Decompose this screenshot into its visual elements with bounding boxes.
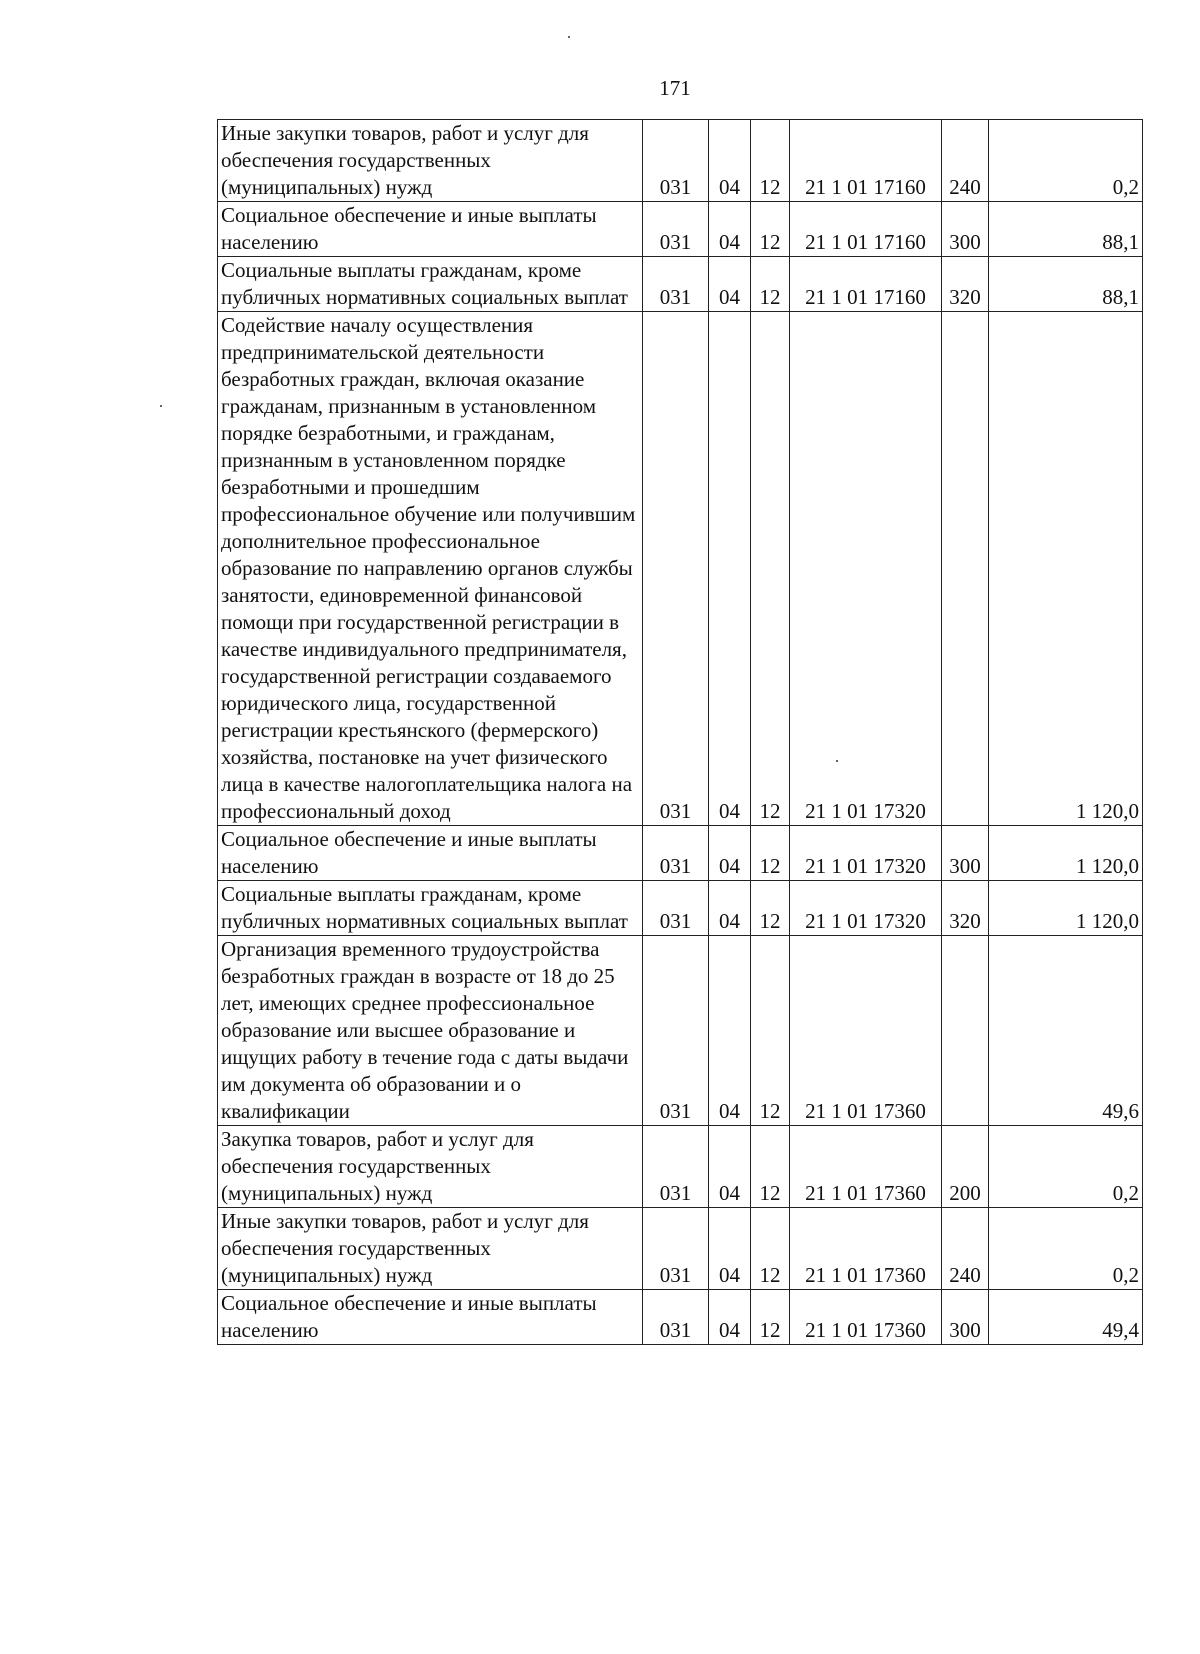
row-description: Закупка товаров, работ и услуг для обеспечения государственных (муниципальных) нужд — [218, 1126, 643, 1208]
cell-ved-code: 031 — [643, 1126, 709, 1208]
cell-amount: 49,4 — [989, 1290, 1143, 1345]
cell-target-article: 21 1 01 17360 — [790, 1126, 942, 1208]
cell-subsection: 12 — [751, 881, 790, 936]
table-row — [218, 257, 1143, 312]
table-row — [218, 120, 1143, 202]
cell-expense-type: 300 — [942, 1290, 989, 1345]
table-row — [218, 881, 1143, 936]
cell-subsection: 12 — [751, 1290, 790, 1345]
cell-amount: 1 120,0 — [989, 881, 1143, 936]
cell-amount: 0,2 — [989, 1208, 1143, 1290]
cell-amount: 1 120,0 — [989, 312, 1143, 826]
row-description: Социальные выплаты гражданам, кроме публичных нормативных социальных выплат — [218, 881, 643, 936]
cell-section: 04 — [709, 1208, 751, 1290]
row-description: Социальное обеспечение и иные выплаты населению — [218, 826, 643, 881]
cell-ved-code: 031 — [643, 312, 709, 826]
cell-expense-type: 240 — [942, 1208, 989, 1290]
cell-expense-type: 200 — [942, 1126, 989, 1208]
row-description: Социальное обеспечение и иные выплаты населению — [218, 202, 643, 257]
cell-expense-type: 300 — [942, 202, 989, 257]
page-number: 171 — [659, 76, 691, 100]
budget-table — [217, 119, 1143, 1345]
cell-target-article: 21 1 01 17360 — [790, 936, 942, 1126]
table-row — [218, 202, 1143, 257]
cell-section: 04 — [709, 202, 751, 257]
row-description: Иные закупки товаров, работ и услуг для обеспечения государственных (муниципальных) нужд — [218, 1208, 643, 1290]
cell-amount: 49,6 — [989, 936, 1143, 1126]
cell-subsection: 12 — [751, 120, 790, 202]
cell-ved-code: 031 — [643, 120, 709, 202]
cell-ved-code: 031 — [643, 936, 709, 1126]
table-row — [218, 1126, 1143, 1208]
cell-ved-code: 031 — [643, 826, 709, 881]
cell-section: 04 — [709, 120, 751, 202]
cell-section: 04 — [709, 312, 751, 826]
cell-subsection: 12 — [751, 826, 790, 881]
row-description: Организация временного трудоустройства безработных граждан в возрасте от 18 до 25 лет, имеющих среднее профессиональное образование или высшее образование и ищущих работу в течение года с даты выдачи им документа об образовании и о квалификации — [218, 936, 643, 1126]
cell-target-article: 21 1 01 17360 — [790, 1290, 942, 1345]
cell-target-article: 21 1 01 17320 — [790, 312, 942, 826]
cell-ved-code: 031 — [643, 202, 709, 257]
cell-ved-code: 031 — [643, 1208, 709, 1290]
row-description: Социальное обеспечение и иные выплаты населению — [218, 1290, 643, 1345]
row-description: Социальные выплаты гражданам, кроме публичных нормативных социальных выплат — [218, 257, 643, 312]
cell-subsection: 12 — [751, 312, 790, 826]
cell-amount: 0,2 — [989, 120, 1143, 202]
cell-ved-code: 031 — [643, 257, 709, 312]
cell-ved-code: 031 — [643, 881, 709, 936]
table-row — [218, 936, 1143, 1126]
scan-speck — [160, 405, 162, 407]
cell-target-article: 21 1 01 17320 — [790, 826, 942, 881]
cell-subsection: 12 — [751, 202, 790, 257]
cell-expense-type: 320 — [942, 257, 989, 312]
cell-target-article: 21 1 01 17320 — [790, 881, 942, 936]
table-row — [218, 312, 1143, 826]
table-row — [218, 1208, 1143, 1290]
cell-target-article: 21 1 01 17160 — [790, 120, 942, 202]
cell-subsection: 12 — [751, 1126, 790, 1208]
table-row — [218, 826, 1143, 881]
cell-amount: 1 120,0 — [989, 826, 1143, 881]
scan-speck — [568, 36, 570, 38]
cell-target-article: 21 1 01 17160 — [790, 257, 942, 312]
cell-expense-type — [942, 936, 989, 1126]
row-description: Содействие началу осуществления предпринимательской деятельности безработных граждан, включая оказание гражданам, признанным в установленном порядке безработными, и гражданам, признанным в установленном порядке безработными и прошедшим профессиональное обучение или получившим дополнительное профессиональное образование по направлению органов службы занятости, единовременной финансовой помощи при государственной регистрации в качестве индивидуального предпринимателя, государственной регистрации создаваемого юридического лица, государственной регистрации крестьянского (фермерского) хозяйства, постановке на учет физического лица в качестве налогоплательщика налога на профессиональный доход — [218, 312, 643, 826]
cell-section: 04 — [709, 257, 751, 312]
cell-expense-type: 240 — [942, 120, 989, 202]
table-row — [218, 1290, 1143, 1345]
cell-section: 04 — [709, 881, 751, 936]
cell-section: 04 — [709, 826, 751, 881]
cell-expense-type: 320 — [942, 881, 989, 936]
cell-subsection: 12 — [751, 936, 790, 1126]
cell-amount: 88,1 — [989, 202, 1143, 257]
cell-target-article: 21 1 01 17360 — [790, 1208, 942, 1290]
cell-section: 04 — [709, 1126, 751, 1208]
cell-expense-type — [942, 312, 989, 826]
cell-amount: 88,1 — [989, 257, 1143, 312]
cell-section: 04 — [709, 936, 751, 1126]
cell-section: 04 — [709, 1290, 751, 1345]
cell-subsection: 12 — [751, 1208, 790, 1290]
cell-subsection: 12 — [751, 257, 790, 312]
cell-ved-code: 031 — [643, 1290, 709, 1345]
cell-amount: 0,2 — [989, 1126, 1143, 1208]
row-description: Иные закупки товаров, работ и услуг для обеспечения государственных (муниципальных) нужд — [218, 120, 643, 202]
cell-target-article: 21 1 01 17160 — [790, 202, 942, 257]
cell-expense-type: 300 — [942, 826, 989, 881]
